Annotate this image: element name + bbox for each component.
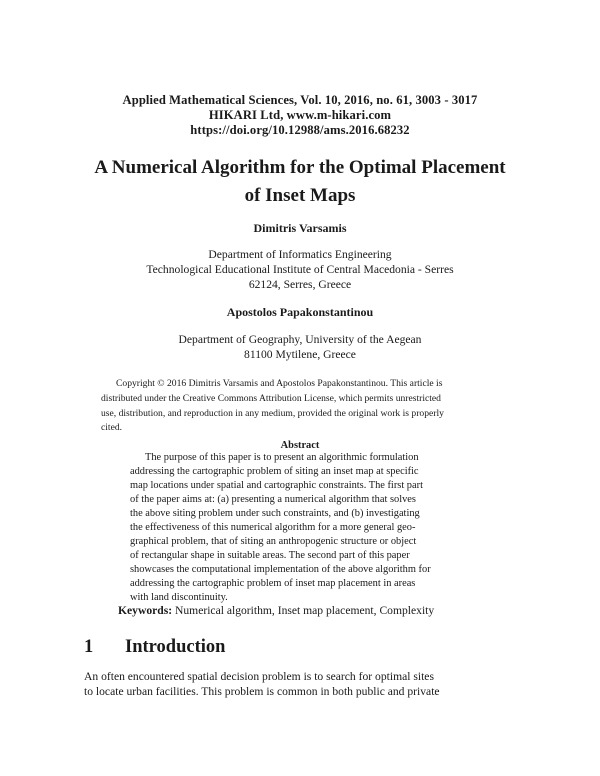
abstract-line: addressing the cartographic problem of inset map placement in areas [130,578,416,589]
abstract-line: the effectiveness of this numerical algorithm for a more general geo- [130,522,416,533]
author-name-1: Dimitris Varsamis [253,221,347,235]
abstract-line: addressing the cartographic problem of siting an inset map at specific [130,466,419,477]
author-2-affiliation-1: Department of Geography, University of the Aegean [178,333,422,346]
body-text-line: An often encountered spatial decision problem is to search for optimal sites [84,670,434,683]
copyright-line-3: use, distribution, and reproduction in any medium, provided the original work is properly [101,408,444,419]
keywords-line [118,604,434,617]
author-1-affiliation-3: 62124, Serres, Greece [248,278,352,291]
doi-line: https://doi.org/10.12988/ams.2016.68232 [190,123,410,137]
publisher-line: HIKARI Ltd, www.m-hikari.com [208,108,392,122]
abstract-line: of rectangular shape in suitable areas. The second part of this paper [130,550,410,561]
copyright-line-1: Copyright © 2016 Dimitris Varsamis and Apostolos Papakonstantinou. This article is [116,378,443,389]
copyright-line-4: cited. [101,422,123,433]
author-1-affiliation-2: Technological Educational Institute of Central Macedonia - Serres [146,263,454,276]
author-name-2: Apostolos Papakonstantinou [226,305,374,319]
paper-title-line-2: of Inset Maps [244,185,356,206]
abstract-line: of the paper aims at: (a) presenting a numerical algorithm that solves [130,494,416,505]
abstract-heading: Abstract [280,440,320,451]
author-2-affiliation-2: 81100 Mytilene, Greece [244,348,356,361]
keywords-label: Keywords: [118,604,173,617]
abstract-line: with land discontinuity. [130,592,228,603]
journal-header: Applied Mathematical Sciences, Vol. 10, 2016, no. 61, 3003 - 3017 [122,93,478,107]
body-text-line: to locate urban facilities. This problem is common in both public and private [84,685,440,698]
keywords-text: Numerical algorithm, Inset map placement, Complexity [172,604,435,617]
section-number: 1 [84,637,94,657]
author-1-affiliation-1: Department of Informatics Engineering [208,248,392,261]
abstract-line: map locations under spatial and cartographic constraints. The first part [130,480,423,491]
abstract-line: The purpose of this paper is to present an algorithmic formulation [145,452,419,463]
abstract-line: graphical problem, that of siting an anthropogenic structure or object [130,536,417,547]
abstract-line: showcases the computational implementation of the above algorithm for [130,564,431,575]
section-title: Introduction [125,637,226,657]
copyright-line-2: distributed under the Creative Commons Attribution License, which permits unrestricted [101,393,441,404]
paper-title-line-1: A Numerical Algorithm for the Optimal Placement [94,157,506,178]
abstract-line: the above siting problem under such constraints, and (b) investigating [130,508,420,519]
